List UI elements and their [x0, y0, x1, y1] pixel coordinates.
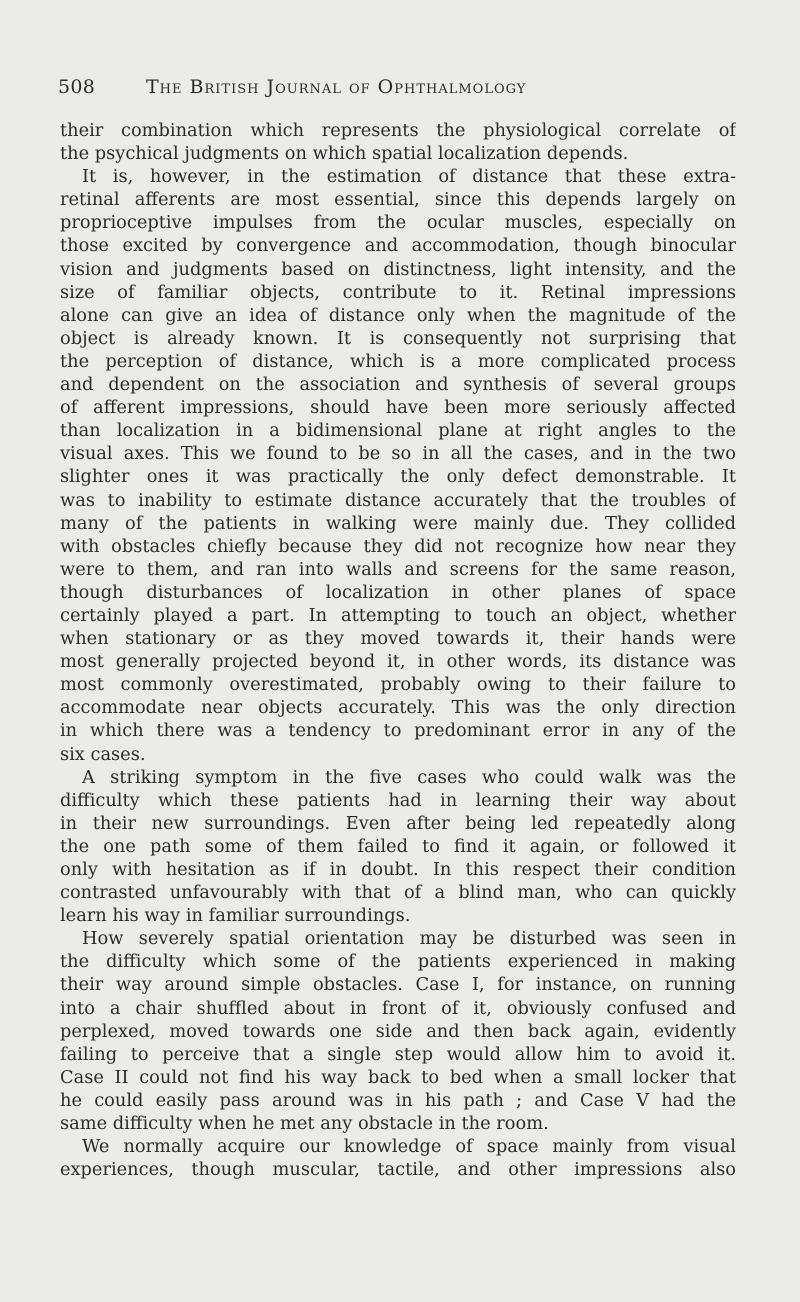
text-line: the psychical judgments on which spatial localization depends. — [60, 143, 629, 165]
text-line: he could easily pass around was in his path ; and Case V had the — [60, 1089, 736, 1111]
text-line: experiences, though muscular, tactile, and other impressions also — [60, 1159, 736, 1181]
page-number: 508 — [58, 76, 96, 98]
text-line: most commonly overestimated, probably owing to their failure to — [60, 674, 736, 696]
text-line: though disturbances of localization in other planes of space — [60, 581, 736, 603]
body-text — [60, 119, 736, 1181]
text-line: How severely spatial orientation may be disturbed was seen in — [82, 928, 736, 950]
text-line: object is already known. It is consequently not surprising that — [60, 327, 736, 349]
paragraph — [60, 165, 736, 765]
text-line: their combination which represents the physiological correlate of — [60, 120, 736, 141]
text-line: A striking symptom in the five cases who could walk was the — [82, 766, 736, 788]
text-line: vision and judgments based on distinctness, light intensity, and the — [60, 258, 736, 280]
text-line: when stationary or as they moved towards it, their hands were — [60, 628, 736, 650]
text-line: the one path some of them failed to find it again, or followed it — [60, 835, 736, 857]
text-line: those excited by convergence and accommodation, though binocular — [60, 235, 736, 257]
text-line: Case II could not find his way back to bed when a small locker that — [60, 1066, 736, 1088]
text-line: proprioceptive impulses from the ocular muscles, especially on — [60, 212, 736, 234]
text-line: the difficulty which some of the patients experienced in making — [60, 951, 736, 973]
paragraph — [60, 119, 736, 165]
text-line: than localization in a bidimensional plane at right angles to the — [60, 420, 736, 442]
page-header — [58, 76, 748, 100]
text-line: slighter ones it was practically the only defect demonstrable. It — [60, 466, 736, 488]
text-line: accommodate near objects accurately. This was the only direction — [60, 697, 736, 719]
text-line: size of familiar objects, contribute to it. Retinal impressions — [60, 281, 736, 303]
text-line: six cases. — [60, 743, 146, 765]
text-line: It is, however, in the estimation of distance that these extra- — [82, 166, 736, 188]
text-line: We normally acquire our knowledge of space mainly from visual — [82, 1136, 736, 1158]
text-line: difficulty which these patients had in learning their way about — [60, 789, 736, 811]
text-line: learn his way in familiar surroundings. — [60, 905, 411, 927]
text-line: only with hesitation as if in doubt. In this respect their condition — [60, 859, 736, 880]
text-line: contrasted unfavourably with that of a blind man, who can quickly — [60, 882, 736, 904]
text-line: retinal afferents are most essential, since this depends largely on — [60, 189, 736, 211]
text-line: in which there was a tendency to predominant error in any of the — [60, 720, 736, 742]
paragraph — [60, 927, 736, 1135]
text-line: perplexed, moved towards one side and then back again, evidently — [60, 1020, 736, 1042]
text-line: same difficulty when he met any obstacle in the room. — [60, 1113, 549, 1135]
text-line: certainly played a part. In attempting to touch an object, whether — [60, 604, 736, 626]
text-line: with obstacles chiefly because they did not recognize how near they — [60, 535, 736, 557]
text-line: was to inability to estimate distance accurately that the troubles of — [60, 489, 736, 511]
text-line: in their new surroundings. Even after being led repeatedly along — [60, 812, 736, 834]
text-line: their way around simple obstacles. Case I, for instance, on running — [60, 974, 736, 996]
text-line: were to them, and ran into walls and screens for the same reason, — [60, 558, 736, 580]
text-line: into a chair shuffled about in front of it, obviously confused and — [60, 997, 736, 1019]
text-line: the perception of distance, which is a more complicated process — [60, 350, 736, 372]
text-line: most generally projected beyond it, in other words, its distance was — [60, 651, 736, 673]
text-line: alone can give an idea of distance only when the magnitude of the — [60, 304, 736, 326]
text-line: many of the patients in walking were mainly due. They collided — [60, 512, 736, 534]
text-line: visual axes. This we found to be so in all the cases, and in the two — [60, 443, 736, 465]
paragraph — [60, 766, 736, 928]
text-line: failing to perceive that a single step would allow him to avoid it. — [60, 1043, 736, 1065]
paragraph — [60, 1135, 736, 1181]
text-line: and dependent on the association and synthesis of several groups — [60, 374, 736, 396]
text-line: of afferent impressions, should have been more seriously affected — [60, 397, 736, 419]
running-title: The British Journal of Ophthalmology — [146, 76, 527, 98]
